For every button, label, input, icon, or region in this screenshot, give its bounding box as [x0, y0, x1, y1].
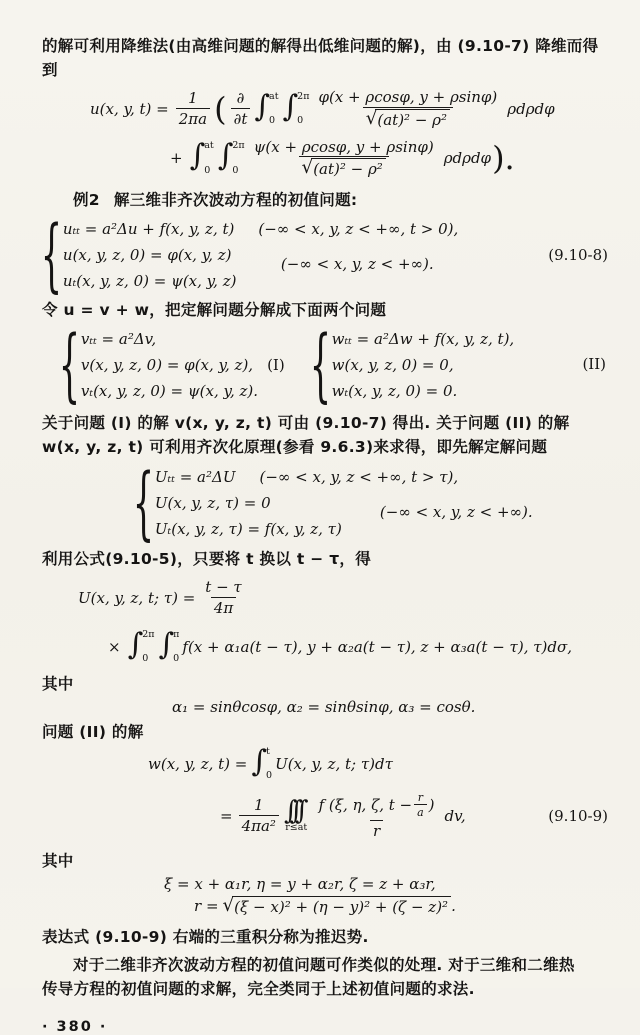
formula-U-row1 [78, 578, 612, 618]
equation-line: u(x, y, z, 0) = φ(x, y, z) [62, 246, 232, 264]
intro-paragraph-line2: 到 [42, 61, 58, 79]
where-label: 其中 [42, 674, 74, 693]
retarded-potential-statement [42, 925, 612, 949]
integral-at: ∫ at 0 [254, 88, 279, 127]
formula-u-row1 [90, 88, 612, 130]
statement-post: . [362, 927, 369, 946]
formula-w [42, 743, 612, 841]
phi-fraction: φ(x + ρcosφ, y + ρsinφ) √ (at)² − ρ² [318, 88, 498, 129]
formula-w-tail: dv, [444, 806, 466, 825]
retarded-potential-term: 推迟势 [315, 927, 363, 946]
domain-condition: (−∞ < x, y, z < +∞). [280, 255, 434, 273]
intro-text-rest: (由高维问题的解得出低维问题的解)，由 (9.10-7) 降维而得 [168, 37, 599, 55]
equation-line: v(x, y, z, 0) = φ(x, y, z), (I) [81, 352, 285, 378]
closing-paragraph-line2: 传导方程的初值问题的求解，完全类同于上述初值问题的求法. [42, 979, 475, 998]
t-minus-tau-fraction: $\frac{t - \tau}{4\pi}$ [205, 578, 242, 617]
page-number: · 380 · [42, 1018, 108, 1035]
integral-t: ∫ t 0 [251, 743, 273, 781]
open-paren: ( [214, 89, 227, 128]
domain-condition: (−∞ < x, y, z < +∞, t > τ), [259, 468, 459, 486]
example2-label: 例2 [73, 191, 100, 209]
times-sign: × [108, 637, 121, 656]
left-brace: { [309, 318, 331, 411]
retarded-potential-fraction: f (ξ, η, ζ, t − $\frac{r}{a}$ ) r [318, 790, 435, 840]
equation-tag: (9.10-9) [548, 806, 608, 825]
r-over-a-fraction: $\frac{r}{a}$ [414, 791, 427, 821]
equation-line: w(x, y, z, 0) = 0, [331, 356, 454, 374]
equation-line: Uₜ(x, y, z, τ) = f(x, y, z, τ) [154, 520, 342, 538]
formula-U-row2 [108, 626, 612, 664]
system-U [42, 456, 612, 549]
xi-eta-zeta-definitions: ξ = x + α₁r, η = y + α₂r, ζ = z + α₃r, [164, 874, 436, 893]
formula-u-tail2: ρdρdφ [443, 149, 492, 168]
formula-w-lhs: w(x, y, z, t) = [148, 754, 248, 773]
left-brace: { [40, 208, 63, 301]
equation-line: Uₜₜ = a²ΔU (−∞ < x, y, z < +∞, t > τ), [155, 464, 458, 490]
split-statement: 令 u = v + w，把定解问题分解成下面两个问题 [42, 301, 387, 319]
domain-condition: (−∞ < x, y, z < +∞, t > 0), [258, 220, 459, 238]
r-definition [194, 896, 612, 916]
integral-2pi: ∫ 2π 0 [217, 138, 245, 176]
equation-line: uₜₜ = a²Δu + f(x, y, z, t) (−∞ < x, y, z < +∞, t > 0), [63, 216, 458, 242]
equation-line: U(x, y, z, τ) = 0 [154, 494, 271, 512]
formula-u-lhs: u(x, y, t) = [90, 99, 169, 118]
formula-U [42, 578, 612, 664]
discussion-paragraph-line2: w(x, y, z, t) 可利用齐次化原理(参看 9.6.3)来求得，即先解定解问题 [42, 438, 548, 456]
integral-at: ∫ at 0 [189, 138, 214, 176]
left-brace: { [58, 318, 81, 411]
where-label: 其中 [42, 851, 74, 870]
domain-condition: (−∞ < x, y, z < +∞). [379, 503, 533, 521]
intro-bold-term: 降维法 [121, 37, 169, 55]
formula-U-lhs: U(x, y, z, t; τ) = [78, 588, 196, 607]
closing-paragraph-line1: 对于二维非齐次波动方程的初值问题可作类似的处理. 对于三维和二维热 [73, 955, 575, 974]
coefficient-fraction: $\frac{1}{2\pi a}$ [176, 89, 210, 129]
example2-text: 解三维非齐次波动方程的初值问题: [113, 191, 358, 209]
formula-u-row2 [170, 138, 612, 180]
formula-w-row2 [220, 791, 612, 841]
sqrt-expression: √ (ξ − x)² + (η − y)² + (ζ − z)² [223, 896, 452, 916]
equation-tag: (II) [582, 355, 606, 373]
left-brace: { [132, 456, 155, 549]
triple-integral: ∫∫∫ r≤at [283, 796, 308, 834]
system-II [309, 318, 515, 411]
equation-line: vₜₜ = a²Δv, [80, 330, 157, 348]
alpha-definitions: α₁ = sinθcosφ, α₂ = sinθsinφ, α₃ = cosθ. [172, 697, 476, 716]
formula-U-integrand: f(x + α₁a(t − τ), y + α₂a(t − τ), z + α₃a(t − τ), τ)dσ, [182, 637, 572, 656]
formula-w-integrand: U(x, y, z, t; τ)dτ [275, 754, 393, 773]
system-U-body [132, 456, 533, 549]
system-9-10-8-body [40, 208, 459, 301]
system-I [58, 318, 285, 411]
formula-u-tail1: ρdρdφ [507, 99, 555, 118]
integral-2pi: ∫ 2π 0 [282, 88, 310, 127]
equation-line: uₜ(x, y, z, 0) = ψ(x, y, z) [62, 272, 237, 290]
r-lhs: r = [194, 896, 219, 915]
system-9-10-8 [40, 208, 612, 301]
equals-sign: = [220, 806, 233, 825]
formula-usage-statement: 利用公式(9.10-5)，只要将 t 换以 t − τ，得 [42, 550, 372, 568]
systems-I-II [42, 318, 612, 411]
problem-II-solution-label: 问题 (II) 的解 [42, 722, 144, 741]
coefficient-fraction: $\frac{1}{\text{4πa²}}$ [239, 796, 279, 836]
sqrt-expression: √ (at)² − ρ² [302, 158, 386, 179]
close-paren: ). [492, 139, 515, 178]
equation-line: wₜₜ = a²Δw + f(x, y, z, t), [331, 330, 515, 348]
psi-fraction: ψ(x + ρcosφ, y + ρsinφ) √ (at)² − ρ² [253, 137, 434, 179]
period: . [451, 896, 456, 915]
integral-pi: ∫ π 0 [158, 626, 180, 664]
statement-pre: 表达式 (9.10-9) 右端的三重积分称为 [42, 927, 316, 946]
sqrt-expression: √ (at)² − ρ² [366, 109, 450, 130]
equation-tag: (I) [267, 356, 285, 374]
discussion-paragraph-line1: 关于问题 (I) 的解 v(x, y, z, t) 可由 (9.10-7) 得出. 关于问题 (II) 的解 [42, 414, 570, 432]
equation-tag: (9.10-8) [548, 246, 608, 264]
equation-line: vₜ(x, y, z, 0) = ψ(x, y, z). [80, 382, 259, 400]
partial-derivative: $\frac{\partial}{\partial t}$ [231, 89, 251, 129]
example2-heading [42, 188, 612, 212]
intro-text-pre: 的解可利用 [42, 37, 122, 55]
integral-2pi: ∫ 2π 0 [127, 626, 155, 664]
equation-line: wₜ(x, y, z, 0) = 0. [331, 382, 458, 400]
formula-w-row1 [148, 743, 612, 781]
formula-u [42, 88, 612, 179]
intro-paragraph-line1 [42, 34, 612, 58]
plus-sign: + [170, 149, 183, 168]
